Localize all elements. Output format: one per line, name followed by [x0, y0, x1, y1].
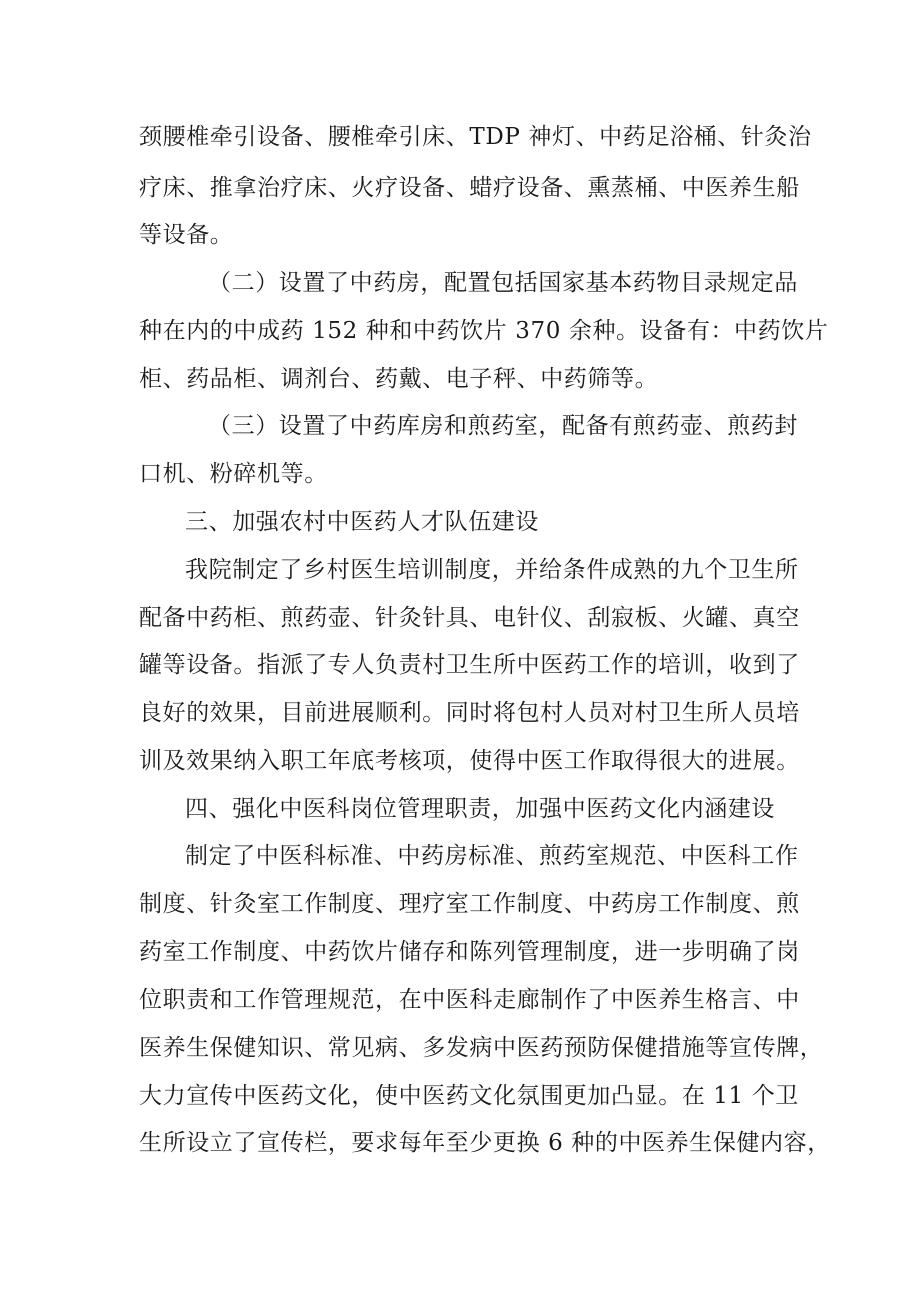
- text-line: 口机、粉碎机等。: [139, 461, 328, 487]
- text-line: 颈腰椎牵引设备、腰椎牵引床、TDP 神灯、中药足浴桶、针灸治: [139, 124, 812, 150]
- text-line: 柜、药品柜、调剂台、药戴、电子秤、中药筛等。: [139, 366, 659, 392]
- text-line: 医养生保健知识、常见病、多发病中医药预防保健措施等宣传牌，: [139, 1035, 824, 1061]
- text-line: 疗床、推拿治疗床、火疗设备、蜡疗设备、熏蒸桶、中医养生船: [139, 175, 800, 201]
- text-line: 等设备。: [139, 222, 234, 248]
- text-line: 位职责和工作管理规范，在中医科走廊制作了中医养生格言、中: [139, 987, 800, 1013]
- text-line: 罐等设备。指派了专人负责村卫生所中医药工作的培训，收到了: [139, 652, 800, 678]
- paragraph-heading: （三）设置了中药库房和煎药室，配备有煎药壶、煎药封: [208, 413, 798, 439]
- text-line: 制度、针灸室工作制度、理疗室工作制度、中药房工作制度、煎: [139, 891, 800, 917]
- text-line: 良好的效果，目前进展顺利。同时将包村人员对村卫生所人员培: [139, 700, 800, 726]
- text-line: 配备中药柜、煎药壶、针灸针具、电针仪、刮寂板、火罐、真空: [139, 605, 800, 631]
- text-line: 种在内的中成药 152 种和中药饮片 370 余种。设备有：中药饮片: [139, 318, 829, 344]
- text-line: 训及效果纳入职工年底考核项，使得中医工作取得很大的进展。: [139, 748, 800, 774]
- section-heading: 四、强化中医科岗位管理职责，加强中医药文化内涵建设: [185, 796, 775, 822]
- paragraph-heading: （二）设置了中药房，配置包括国家基本药物目录规定品: [208, 270, 798, 296]
- text-line: 药室工作制度、中药饮片储存和陈列管理制度，进一步明确了岗: [139, 939, 800, 965]
- text-line: 制定了中医科标准、中药房标准、煎药室规范、中医科工作: [185, 843, 799, 869]
- text-line: 我院制定了乡村医生培训制度，并给条件成熟的九个卫生所: [185, 557, 799, 583]
- text-line: 大力宣传中医药文化，使中医药文化氛围更加凸显。在 11 个卫: [139, 1083, 799, 1109]
- text-line: 生所设立了宣传栏，要求每年至少更换 6 种的中医养生保健内容，: [139, 1130, 831, 1156]
- section-heading: 三、加强农村中医药人才队伍建设: [185, 509, 539, 535]
